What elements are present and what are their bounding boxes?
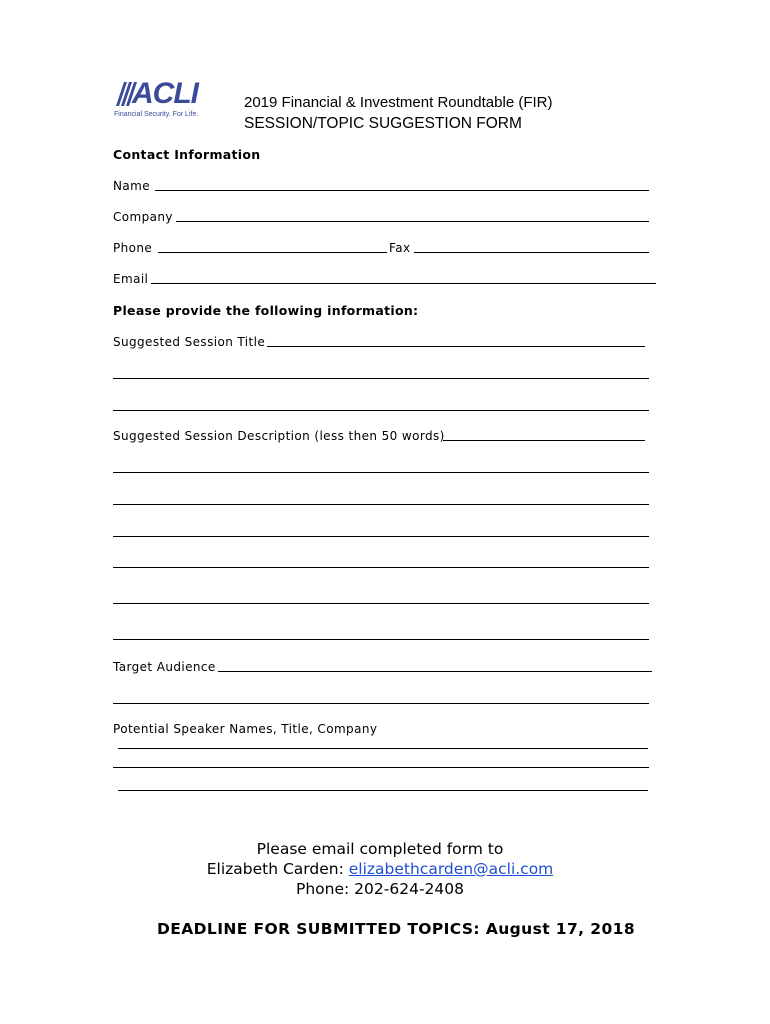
phone-field[interactable] [158,252,387,253]
name-field[interactable] [155,190,649,191]
contact-line [100,860,660,878]
speakers-field-line-2[interactable] [113,767,649,768]
speakers-field-line-3[interactable] [118,790,648,791]
session-description-field[interactable] [443,440,645,441]
form-title: SESSION/TOPIC SUGGESTION FORM [244,115,522,132]
target-audience-field-line-2[interactable] [113,703,649,704]
speakers-field-line-1[interactable] [118,748,648,749]
session-title-label: Suggested Session Title [113,335,266,349]
session-description-field-line-5[interactable] [113,567,649,568]
fax-label: Fax [389,241,411,255]
target-audience-label: Target Audience [113,660,216,674]
form-event-title: 2019 Financial & Investment Roundtable (FIR) [244,94,553,111]
contact-name: Elizabeth Carden: [206,860,349,878]
submission-deadline: DEADLINE FOR SUBMITTED TOPICS: August 17, 2018 [157,920,636,938]
session-description-field-line-7[interactable] [113,639,649,640]
session-title-field-line-2[interactable] [113,378,649,379]
session-description-field-line-2[interactable] [113,472,649,473]
name-label: Name [113,179,151,193]
session-description-label: Suggested Session Description (less then 50 words) [113,429,445,443]
logo-wordmark: ACLI [132,77,198,110]
logo-tagline: Financial Security. For Life. [114,111,199,118]
company-field[interactable] [176,221,649,222]
email-instructions: Please email completed form to [256,840,504,858]
speakers-label: Potential Speaker Names, Title, Company [113,722,378,736]
contact-phone: Phone: 202-624-2408 [296,880,464,898]
fax-field[interactable] [414,252,649,253]
session-description-field-line-4[interactable] [113,536,649,537]
session-title-field-line-3[interactable] [113,410,649,411]
acli-logo [112,77,212,122]
target-audience-field[interactable] [218,671,652,672]
session-description-field-line-3[interactable] [113,504,649,505]
email-field[interactable] [151,283,656,284]
info-section-heading: Please provide the following information: [113,303,419,318]
company-label: Company [113,210,173,224]
phone-label: Phone [113,241,153,255]
session-title-field[interactable] [267,346,645,347]
contact-section-heading: Contact Information [113,147,261,162]
session-description-field-line-6[interactable] [113,603,649,604]
contact-email-link[interactable]: elizabethcarden@acli.com [348,860,554,878]
email-label: Email [113,272,149,286]
